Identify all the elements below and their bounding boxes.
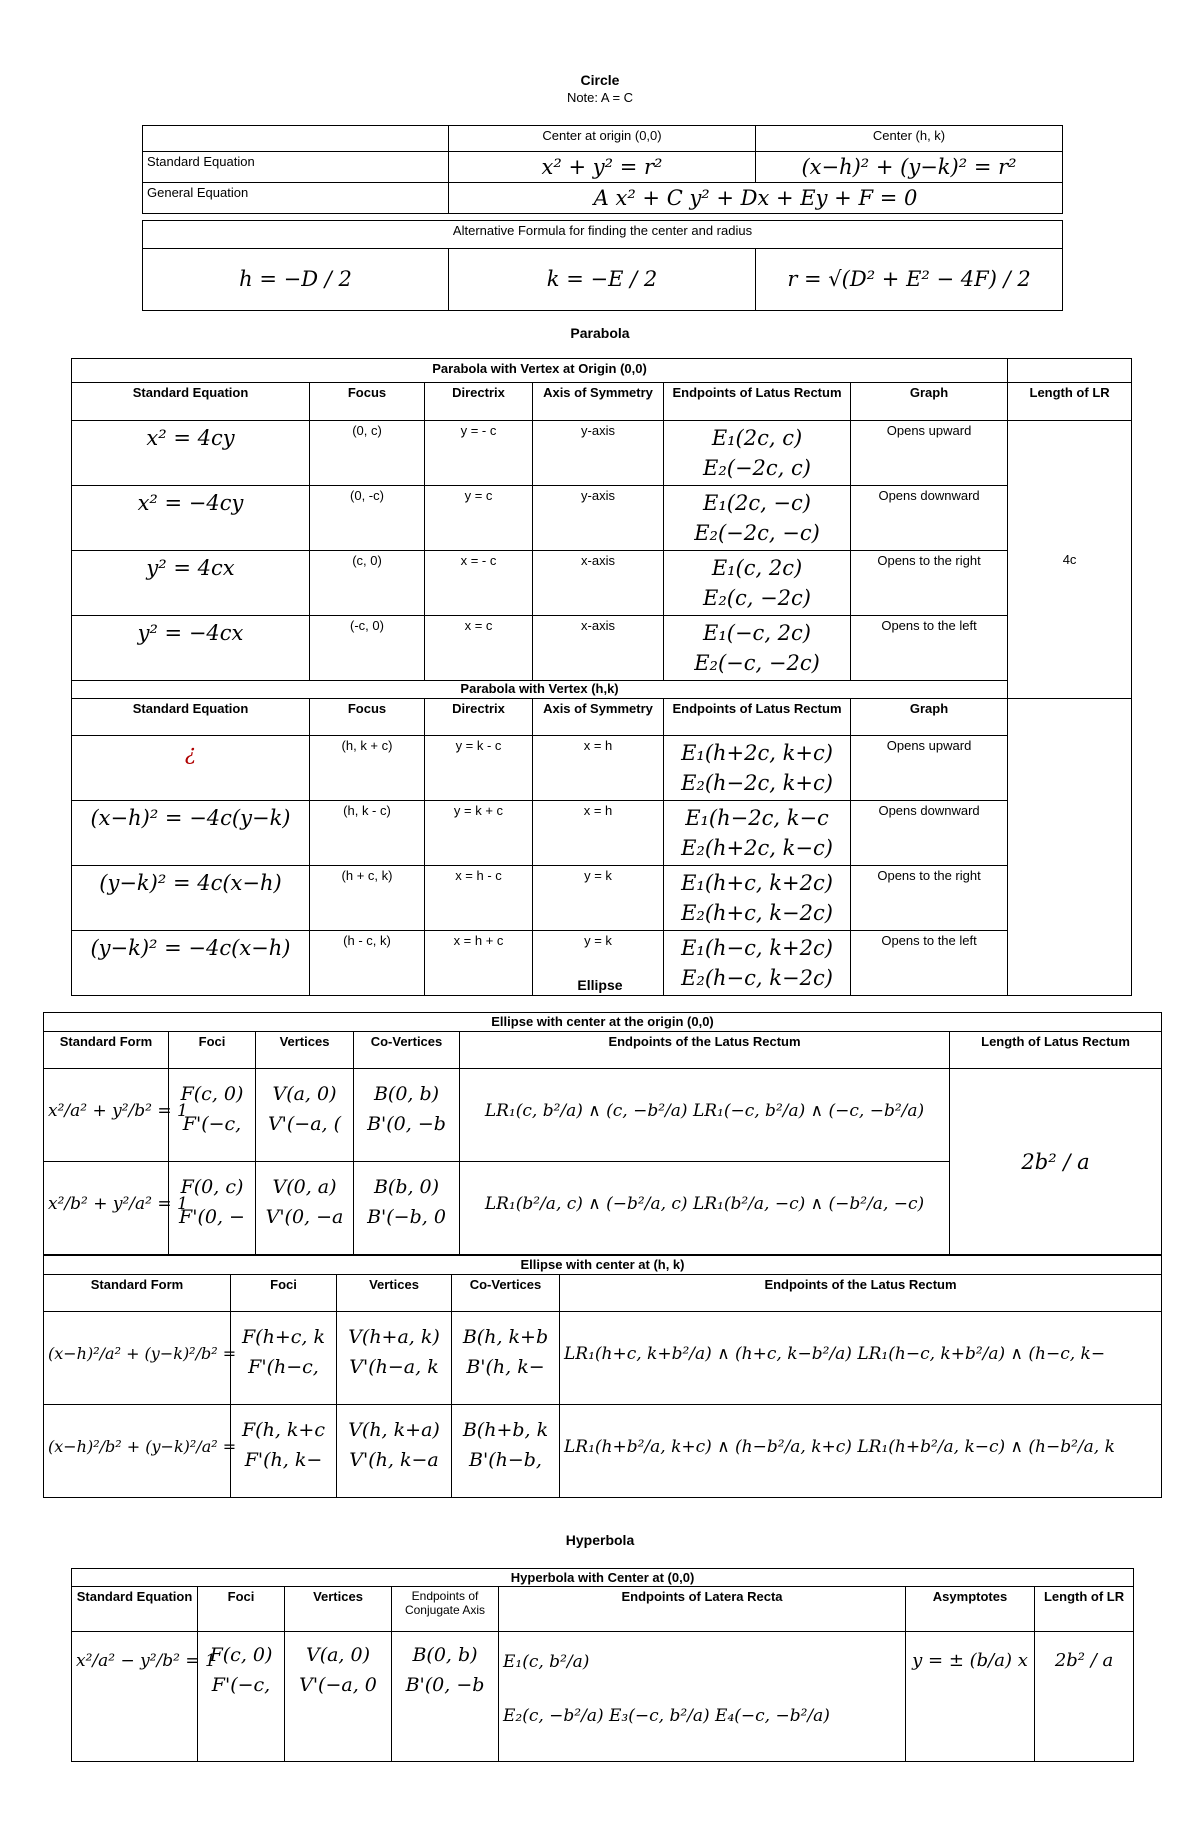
parabola-endpoints xyxy=(664,551,851,616)
parabola-directrix: x = h - c xyxy=(425,866,533,931)
e1: E₁(h−2c, k−c xyxy=(685,806,829,830)
parabola-eq: x² = 4cy xyxy=(72,421,310,486)
e2: E₂(c, −2c) xyxy=(703,586,811,610)
circle-alt-title: Alternative Formula for finding the center and radius xyxy=(143,221,1063,249)
e2: E₂(−2c, −c) xyxy=(694,521,820,545)
e1: E₁(2c, −c) xyxy=(703,491,811,515)
parabola-graph: Opens downward xyxy=(851,486,1008,551)
c2: B'(h−b, xyxy=(469,1449,542,1471)
circle-col-hk: Center (h, k) xyxy=(756,126,1063,152)
parabola-hk-caption: Parabola with Vertex (h,k) xyxy=(72,681,1008,699)
parabola-axis: y-axis xyxy=(533,421,664,486)
e2: E₂(h−2c, k+c) xyxy=(681,771,833,795)
v1: V(h+a, k) xyxy=(348,1326,440,1348)
parabola-h-axis: Axis of Symmetry xyxy=(533,383,664,421)
ellipse-h-lr-length: Length of Latus Rectum xyxy=(950,1032,1162,1069)
ellipse-eq: (x−h)²/a² + (y−k)²/b² = xyxy=(44,1312,231,1405)
parabola-focus: (0, c) xyxy=(310,421,425,486)
parabola-lr-length: 4c xyxy=(1008,421,1132,699)
c1: B(0, b) xyxy=(373,1083,440,1105)
hyperbola-vertices xyxy=(285,1632,392,1762)
parabola-directrix: y = k - c xyxy=(425,736,533,801)
parabola-eq: (y−k)² = −4c(x−h) xyxy=(72,931,310,996)
e2: E₂(h+c, k−2c) xyxy=(681,901,833,925)
c1: B(h, k+b xyxy=(462,1326,549,1348)
parabola-table xyxy=(71,358,1132,996)
parabola-h-directrix: Directrix xyxy=(425,699,533,736)
ellipse-h-foci: Foci xyxy=(169,1032,256,1069)
parabola-h-graph: Graph xyxy=(851,383,1008,421)
parabola-h-focus: Focus xyxy=(310,699,425,736)
parabola-axis: x = h xyxy=(533,736,664,801)
parabola-corner xyxy=(1008,359,1132,383)
f1: F(0, c) xyxy=(180,1176,244,1198)
lr1: E₁(c, b²/a) xyxy=(503,1652,590,1672)
circle-title: Circle xyxy=(580,72,620,88)
parabola-eq: y² = −4cx xyxy=(72,616,310,681)
parabola-axis: x = h xyxy=(533,801,664,866)
hyperbola-h-len: Length of LR xyxy=(1035,1587,1134,1632)
parabola-graph: Opens to the left xyxy=(851,616,1008,681)
ellipse-lr: LR₁(c, b²/a) ∧ (c, −b²/a) LR₁(−c, b²/a) ∧ (−c, −b²/a) xyxy=(460,1069,950,1162)
ellipse-h-lr: Endpoints of the Latus Rectum xyxy=(560,1275,1162,1312)
ellipse-covertices xyxy=(452,1405,560,1498)
ellipse-covertices xyxy=(354,1069,460,1162)
ellipse-h-form: Standard Form xyxy=(44,1032,169,1069)
e1: E₁(h−c, k+2c) xyxy=(681,936,833,960)
c1: B(0, b) xyxy=(412,1644,478,1666)
parabola-endpoints xyxy=(664,421,851,486)
e1: E₁(−c, 2c) xyxy=(703,621,811,645)
parabola-eq: (y−k)² = 4c(x−h) xyxy=(72,866,310,931)
parabola-h-endpoints: Endpoints of Latus Rectum xyxy=(664,383,851,421)
hyperbola-asym: y = ± (b/a) x xyxy=(906,1632,1035,1762)
circle-r-formula: r = √(D² + E² − 4F) / 2 xyxy=(756,249,1063,311)
ellipse-h-vertices: Vertices xyxy=(337,1275,452,1312)
ellipse-vertices xyxy=(337,1405,452,1498)
v1: V(a, 0) xyxy=(305,1644,371,1666)
ellipse-vertices xyxy=(256,1162,354,1255)
parabola-axis: y-axis xyxy=(533,486,664,551)
parabola-directrix: y = - c xyxy=(425,421,533,486)
hyperbola-table xyxy=(71,1568,1134,1762)
hyperbola-len: 2b² / a xyxy=(1035,1632,1134,1762)
circle-std-hk: (x−h)² + (y−k)² = r² xyxy=(756,152,1063,183)
ellipse-h-vertices: Vertices xyxy=(256,1032,354,1069)
hyperbola-conj xyxy=(392,1632,499,1762)
parabola-title: Parabola xyxy=(570,325,630,341)
circle-std-origin: x² + y² = r² xyxy=(449,152,756,183)
ellipse-lr-length: 2b² / a xyxy=(950,1069,1162,1255)
circle-corner xyxy=(143,126,449,152)
parabola-h-endpoints: Endpoints of Latus Rectum xyxy=(664,699,851,736)
parabola-directrix: x = - c xyxy=(425,551,533,616)
ellipse-lr: LR₁(h+b²/a, k+c) ∧ (h−b²/a, k+c) LR₁(h+b²/a, k−c) ∧ (h−b²/a, k xyxy=(560,1405,1162,1498)
v1: V(h, k+a) xyxy=(348,1419,440,1441)
circle-note: Note: A = C xyxy=(566,90,634,105)
ellipse-foci xyxy=(231,1312,337,1405)
parabola-endpoints xyxy=(664,616,851,681)
hyperbola-h-eq: Standard Equation xyxy=(72,1587,198,1632)
parabola-focus: (h, k - c) xyxy=(310,801,425,866)
parabola-axis: y = k xyxy=(533,866,664,931)
ellipse-h-foci: Foci xyxy=(231,1275,337,1312)
e2: E₂(h−c, k−2c) xyxy=(681,966,833,990)
parabola-h-focus: Focus xyxy=(310,383,425,421)
parabola-h-graph: Graph xyxy=(851,699,1008,736)
v2: V'(h, k−a xyxy=(349,1449,439,1471)
parabola-axis: x-axis xyxy=(533,551,664,616)
ellipse-foci xyxy=(169,1162,256,1255)
v1: V(0, a) xyxy=(272,1176,337,1198)
parabola-focus: (h, k + c) xyxy=(310,736,425,801)
parabola-focus: (h + c, k) xyxy=(310,866,425,931)
ellipse-h-lr: Endpoints of the Latus Rectum xyxy=(460,1032,950,1069)
parabola-graph: Opens upward xyxy=(851,736,1008,801)
f1: F(c, 0) xyxy=(180,1083,244,1105)
circle-col-origin: Center at origin (0,0) xyxy=(449,126,756,152)
circle-std-label: Standard Equation xyxy=(143,152,449,183)
f2: F'(−c, xyxy=(211,1674,271,1696)
parabola-axis: x-axis xyxy=(533,616,664,681)
ellipse-h-covertices: Co-Vertices xyxy=(452,1275,560,1312)
ellipse-title: Ellipse xyxy=(577,977,623,993)
f2: F'(−c, xyxy=(182,1113,242,1135)
parabola-endpoints xyxy=(664,866,851,931)
v2: V'(h−a, k xyxy=(349,1356,439,1378)
parabola-graph: Opens to the left xyxy=(851,931,1008,996)
c2: B'(h, k− xyxy=(466,1356,545,1378)
v2: V'(0, −a xyxy=(265,1206,344,1228)
ellipse-lr: LR₁(h+c, k+b²/a) ∧ (h+c, k−b²/a) LR₁(h−c, k+b²/a) ∧ (h−c, k− xyxy=(560,1312,1162,1405)
parabola-h-axis: Axis of Symmetry xyxy=(533,699,664,736)
parabola-graph: Opens downward xyxy=(851,801,1008,866)
lr2: E₂(c, −b²/a) E₃(−c, b²/a) E₄(−c, −b²/a) xyxy=(503,1706,830,1726)
parabola-h-eq: Standard Equation xyxy=(72,383,310,421)
v2: V'(−a, ( xyxy=(267,1113,342,1135)
parabola-directrix: x = c xyxy=(425,616,533,681)
c1: B(h+b, k xyxy=(462,1419,549,1441)
ellipse-lr: LR₁(b²/a, c) ∧ (−b²/a, c) LR₁(b²/a, −c) ∧ (−b²/a, −c) xyxy=(460,1162,950,1255)
ellipse-covertices xyxy=(452,1312,560,1405)
parabola-eq: y² = 4cx xyxy=(72,551,310,616)
parabola-endpoints xyxy=(664,801,851,866)
hyperbola-latera xyxy=(499,1632,906,1762)
circle-h-formula: h = −D / 2 xyxy=(143,249,449,311)
ellipse-eq: x²/a² + y²/b² = 1 xyxy=(44,1069,169,1162)
ellipse-foci xyxy=(231,1405,337,1498)
ellipse-h-covertices: Co-Vertices xyxy=(354,1032,460,1069)
parabola-h-directrix: Directrix xyxy=(425,383,533,421)
c2: B'(−b, 0 xyxy=(367,1206,446,1228)
parabola-endpoints xyxy=(664,736,851,801)
hyperbola-title: Hyperbola xyxy=(565,1532,635,1548)
f2: F'(h, k− xyxy=(244,1449,323,1471)
f1: F(h+c, k xyxy=(242,1326,325,1348)
hyperbola-h-foci: Foci xyxy=(198,1587,285,1632)
parabola-graph: Opens to the right xyxy=(851,551,1008,616)
parabola-origin-caption: Parabola with Vertex at Origin (0,0) xyxy=(72,359,1008,383)
e1: E₁(c, 2c) xyxy=(711,556,803,580)
circle-table xyxy=(142,125,1063,214)
hyperbola-h-conj: Endpoints of Conjugate Axis xyxy=(392,1587,499,1632)
f2: F'(0, − xyxy=(179,1206,245,1228)
parabola-focus: (0, -c) xyxy=(310,486,425,551)
circle-general: A x² + C y² + Dx + Ey + F = 0 xyxy=(449,183,1063,214)
circle-gen-label: General Equation xyxy=(143,183,449,214)
f2: F'(h−c, xyxy=(248,1356,319,1378)
ellipse-origin-caption: Ellipse with center at the origin (0,0) xyxy=(44,1013,1162,1032)
parabola-graph: Opens upward xyxy=(851,421,1008,486)
hyperbola-h-vertices: Vertices xyxy=(285,1587,392,1632)
circle-alt-table xyxy=(142,220,1063,311)
parabola-directrix: x = h + c xyxy=(425,931,533,996)
c2: B'(0, −b xyxy=(367,1113,446,1135)
e1: E₁(2c, c) xyxy=(711,426,803,450)
parabola-directrix: y = k + c xyxy=(425,801,533,866)
e2: E₂(−c, −2c) xyxy=(694,651,820,675)
v2: V'(−a, 0 xyxy=(299,1674,377,1696)
parabola-focus: (h - c, k) xyxy=(310,931,425,996)
ellipse-h-form: Standard Form xyxy=(44,1275,231,1312)
hyperbola-h-latera: Endpoints of Latera Recta xyxy=(499,1587,906,1632)
v1: V(a, 0) xyxy=(272,1083,337,1105)
parabola-directrix: y = c xyxy=(425,486,533,551)
e2: E₂(−2c, c) xyxy=(703,456,811,480)
ellipse-hk-table xyxy=(43,1255,1162,1498)
parabola-graph: Opens to the right xyxy=(851,866,1008,931)
hyperbola-caption: Hyperbola with Center at (0,0) xyxy=(72,1569,1134,1587)
c2: B'(0, −b xyxy=(405,1674,485,1696)
parabola-lr-blank xyxy=(1008,699,1132,996)
ellipse-vertices xyxy=(256,1069,354,1162)
e2: E₂(h+2c, k−c) xyxy=(681,836,833,860)
parabola-h-eq: Standard Equation xyxy=(72,699,310,736)
ellipse-covertices xyxy=(354,1162,460,1255)
parabola-axis: y = k xyxy=(533,931,664,996)
f1: F(h, k+c xyxy=(242,1419,325,1441)
hyperbola-eq: x²/a² − y²/b² = 1 xyxy=(72,1632,198,1762)
parabola-focus: (-c, 0) xyxy=(310,616,425,681)
e1: E₁(h+c, k+2c) xyxy=(681,871,833,895)
parabola-h-lr: Length of LR xyxy=(1008,383,1132,421)
ellipse-origin-table xyxy=(43,1012,1162,1255)
parabola-eq: (x−h)² = −4c(y−k) xyxy=(72,801,310,866)
parabola-focus: (c, 0) xyxy=(310,551,425,616)
ellipse-hk-caption: Ellipse with center at (h, k) xyxy=(44,1256,1162,1275)
e1: E₁(h+2c, k+c) xyxy=(681,741,833,765)
hyperbola-foci xyxy=(198,1632,285,1762)
ellipse-eq: (x−h)²/b² + (y−k)²/a² = xyxy=(44,1405,231,1498)
ellipse-vertices xyxy=(337,1312,452,1405)
c1: B(b, 0) xyxy=(373,1176,440,1198)
hyperbola-h-asym: Asymptotes xyxy=(906,1587,1035,1632)
ellipse-eq: x²/b² + y²/a² = 1 xyxy=(44,1162,169,1255)
circle-k-formula: k = −E / 2 xyxy=(449,249,756,311)
parabola-endpoints xyxy=(664,486,851,551)
parabola-eq: ¿ xyxy=(72,736,310,801)
f1: F(c, 0) xyxy=(209,1644,273,1666)
parabola-eq: x² = −4cy xyxy=(72,486,310,551)
